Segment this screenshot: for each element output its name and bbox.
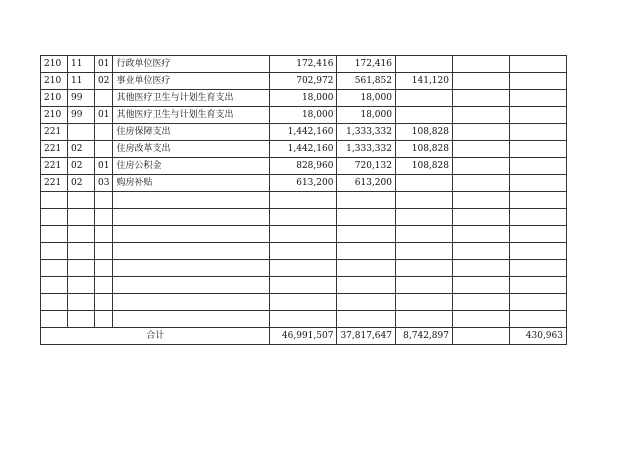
item-code-cell: [68, 124, 95, 141]
account-name-cell: [113, 226, 270, 243]
value-1-cell: [270, 260, 337, 277]
account-name-cell: [113, 277, 270, 294]
value-5-cell: [509, 158, 566, 175]
value-2-cell: 18,000: [337, 107, 396, 124]
class-code-cell: [41, 243, 68, 260]
value-4-cell: [452, 107, 509, 124]
value-3-cell: [395, 294, 452, 311]
class-code-cell: [41, 226, 68, 243]
account-name-cell: [113, 243, 270, 260]
account-name-cell: [113, 192, 270, 209]
value-5-cell: [509, 226, 566, 243]
value-4-cell: [452, 311, 509, 328]
table-row: [41, 294, 567, 311]
subitem-code-cell: [95, 209, 113, 226]
value-1-cell: 1,442,160: [270, 124, 337, 141]
value-2-cell: 1,333,332: [337, 141, 396, 158]
value-4-cell: [452, 277, 509, 294]
class-code-cell: 210: [41, 107, 68, 124]
value-3-cell: [395, 107, 452, 124]
table-row: [41, 277, 567, 294]
item-code-cell: [68, 226, 95, 243]
item-code-cell: [68, 277, 95, 294]
value-2-cell: [337, 260, 396, 277]
value-3-cell: [395, 243, 452, 260]
value-2-cell: [337, 209, 396, 226]
value-5-cell: [509, 209, 566, 226]
value-5-cell: [509, 192, 566, 209]
table-body: [41, 56, 567, 328]
value-3-cell: [395, 260, 452, 277]
total-value-5: 430,963: [509, 328, 566, 345]
subitem-code-cell: [95, 192, 113, 209]
value-1-cell: [270, 209, 337, 226]
value-2-cell: [337, 243, 396, 260]
subitem-code-cell: 01: [95, 56, 113, 73]
table-row: [41, 107, 567, 124]
table-row: [41, 141, 567, 158]
value-5-cell: [509, 141, 566, 158]
table-row: [41, 311, 567, 328]
total-value-2: 37,817,647: [337, 328, 396, 345]
value-4-cell: [452, 90, 509, 107]
account-name-cell: [113, 260, 270, 277]
subitem-code-cell: [95, 141, 113, 158]
value-4-cell: [452, 141, 509, 158]
value-4-cell: [452, 294, 509, 311]
value-2-cell: 18,000: [337, 90, 396, 107]
value-4-cell: [452, 73, 509, 90]
item-code-cell: [68, 294, 95, 311]
value-5-cell: [509, 56, 566, 73]
table-row: [41, 209, 567, 226]
value-3-cell: [395, 311, 452, 328]
table-row: [41, 124, 567, 141]
value-5-cell: [509, 107, 566, 124]
total-value-3: 8,742,897: [395, 328, 452, 345]
account-name-cell: 其他医疗卫生与计划生育支出: [113, 107, 270, 124]
value-3-cell: 141,120: [395, 73, 452, 90]
item-code-cell: [68, 311, 95, 328]
value-1-cell: [270, 311, 337, 328]
table-row: [41, 226, 567, 243]
table-row: [41, 192, 567, 209]
total-value-1: 46,991,507: [270, 328, 337, 345]
class-code-cell: 221: [41, 141, 68, 158]
value-3-cell: [395, 277, 452, 294]
class-code-cell: [41, 294, 68, 311]
account-name-cell: 行政单位医疗: [113, 56, 270, 73]
value-1-cell: 702,972: [270, 73, 337, 90]
value-4-cell: [452, 124, 509, 141]
value-5-cell: [509, 311, 566, 328]
item-code-cell: [68, 243, 95, 260]
value-1-cell: 1,442,160: [270, 141, 337, 158]
subitem-code-cell: 01: [95, 158, 113, 175]
value-1-cell: 613,200: [270, 175, 337, 192]
value-3-cell: 108,828: [395, 158, 452, 175]
value-5-cell: [509, 73, 566, 90]
class-code-cell: 221: [41, 175, 68, 192]
value-3-cell: 108,828: [395, 141, 452, 158]
value-1-cell: [270, 277, 337, 294]
item-code-cell: 02: [68, 175, 95, 192]
value-3-cell: [395, 90, 452, 107]
value-2-cell: [337, 192, 396, 209]
table-row: [41, 243, 567, 260]
subitem-code-cell: [95, 260, 113, 277]
value-1-cell: 828,960: [270, 158, 337, 175]
subitem-code-cell: 01: [95, 107, 113, 124]
value-5-cell: [509, 124, 566, 141]
subitem-code-cell: [95, 226, 113, 243]
value-2-cell: 720,132: [337, 158, 396, 175]
class-code-cell: 210: [41, 56, 68, 73]
value-2-cell: [337, 294, 396, 311]
value-2-cell: 613,200: [337, 175, 396, 192]
value-2-cell: 172,416: [337, 56, 396, 73]
account-name-cell: 事业单位医疗: [113, 73, 270, 90]
item-code-cell: 02: [68, 141, 95, 158]
table-row: [41, 90, 567, 107]
value-5-cell: [509, 243, 566, 260]
account-name-cell: 其他医疗卫生与计划生育支出: [113, 90, 270, 107]
total-value-4: [452, 328, 509, 345]
value-1-cell: 18,000: [270, 107, 337, 124]
item-code-cell: 11: [68, 73, 95, 90]
subitem-code-cell: [95, 243, 113, 260]
account-name-cell: 住房保障支出: [113, 124, 270, 141]
value-1-cell: 18,000: [270, 90, 337, 107]
value-3-cell: [395, 175, 452, 192]
item-code-cell: 99: [68, 90, 95, 107]
value-1-cell: [270, 192, 337, 209]
account-name-cell: 住房改革支出: [113, 141, 270, 158]
item-code-cell: 02: [68, 158, 95, 175]
value-2-cell: [337, 311, 396, 328]
value-3-cell: [395, 209, 452, 226]
item-code-cell: [68, 209, 95, 226]
value-5-cell: [509, 175, 566, 192]
class-code-cell: [41, 192, 68, 209]
class-code-cell: [41, 277, 68, 294]
value-5-cell: [509, 260, 566, 277]
item-code-cell: 99: [68, 107, 95, 124]
value-4-cell: [452, 260, 509, 277]
subitem-code-cell: [95, 124, 113, 141]
value-4-cell: [452, 243, 509, 260]
item-code-cell: [68, 192, 95, 209]
class-code-cell: [41, 311, 68, 328]
table-row: [41, 260, 567, 277]
value-4-cell: [452, 175, 509, 192]
subitem-code-cell: [95, 277, 113, 294]
value-4-cell: [452, 209, 509, 226]
table-row: [41, 175, 567, 192]
subitem-code-cell: 02: [95, 73, 113, 90]
value-3-cell: [395, 192, 452, 209]
item-code-cell: [68, 260, 95, 277]
table-row: [41, 73, 567, 90]
account-name-cell: [113, 294, 270, 311]
value-2-cell: [337, 226, 396, 243]
value-2-cell: 561,852: [337, 73, 396, 90]
value-3-cell: 108,828: [395, 124, 452, 141]
value-5-cell: [509, 294, 566, 311]
class-code-cell: 210: [41, 90, 68, 107]
account-name-cell: 住房公积金: [113, 158, 270, 175]
subitem-code-cell: [95, 294, 113, 311]
value-5-cell: [509, 277, 566, 294]
value-2-cell: 1,333,332: [337, 124, 396, 141]
value-3-cell: [395, 56, 452, 73]
value-4-cell: [452, 226, 509, 243]
class-code-cell: 210: [41, 73, 68, 90]
value-4-cell: [452, 56, 509, 73]
total-label: 合计: [41, 328, 270, 345]
table-row: [41, 158, 567, 175]
subitem-code-cell: 03: [95, 175, 113, 192]
budget-table: [40, 55, 567, 345]
account-name-cell: [113, 209, 270, 226]
table-row: [41, 56, 567, 73]
item-code-cell: 11: [68, 56, 95, 73]
value-4-cell: [452, 158, 509, 175]
value-5-cell: [509, 90, 566, 107]
subitem-code-cell: [95, 90, 113, 107]
value-2-cell: [337, 277, 396, 294]
account-name-cell: 购房补贴: [113, 175, 270, 192]
value-1-cell: [270, 243, 337, 260]
value-1-cell: [270, 226, 337, 243]
class-code-cell: 221: [41, 158, 68, 175]
subitem-code-cell: [95, 311, 113, 328]
total-row: [41, 328, 567, 345]
value-1-cell: 172,416: [270, 56, 337, 73]
value-4-cell: [452, 192, 509, 209]
value-3-cell: [395, 226, 452, 243]
value-1-cell: [270, 294, 337, 311]
class-code-cell: 221: [41, 124, 68, 141]
class-code-cell: [41, 260, 68, 277]
account-name-cell: [113, 311, 270, 328]
class-code-cell: [41, 209, 68, 226]
